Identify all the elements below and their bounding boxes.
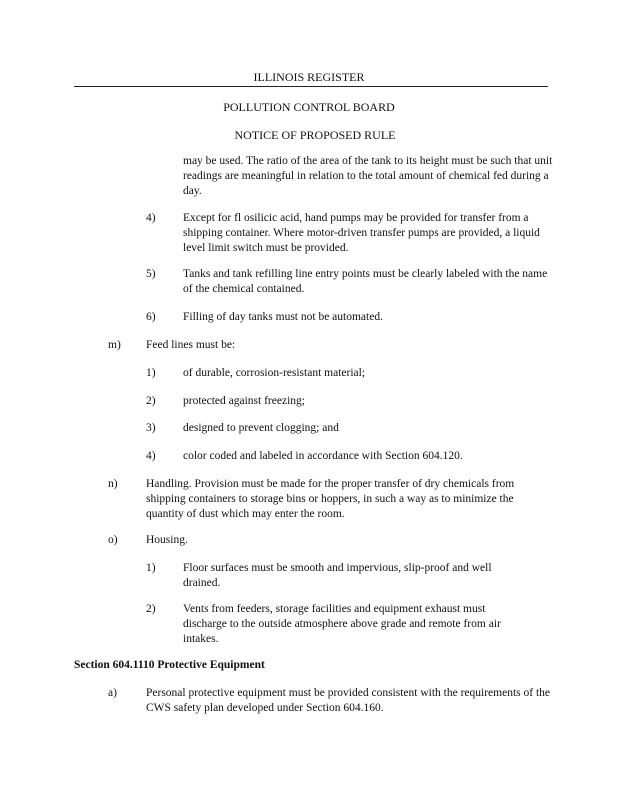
register-title: ILLINOIS REGISTER [253,70,365,84]
board-name: POLLUTION CONTROL BOARD [223,100,395,114]
item-text: Vents from feeders, storage facilities and equipment exhaust must discharge to the outside atmosphere above grade and remote from air intakes. [183,603,501,645]
item-text: color coded and labeled in accordance with Section 604.120. [183,450,463,462]
subsection-text: Housing. [146,534,188,546]
subsection-text: Personal protective equipment must be provided consistent with the requirements of the CWS safety plan developed under Section 604.160. [146,687,550,714]
subsection-text: Handling. Provision must be made for the proper transfer of dry chemicals from shipping containers to storage bins or hoppers, in such a way as to minimize the quantity of dust which may enter the room. [146,478,515,520]
continued-paragraph: may be used. The ratio of the area of the tank to its height must be such that unit readings are meaningful in relation to the total amount of chemical fed during a day. [183,155,553,197]
item-number: 5) [146,268,156,280]
item-number: 3) [146,422,156,434]
item-text: of durable, corrosion-resistant material; [183,367,366,379]
subsection-letter: n) [108,478,118,490]
item-number: 4) [146,450,156,462]
subsection-letter: a) [108,687,117,699]
item-text: Tanks and tank refilling line entry points must be clearly labeled with the name of the chemical contained. [183,268,548,295]
item-number: 6) [146,311,156,323]
subsection-letter: m) [108,339,121,351]
item-text: designed to prevent clogging; and [183,422,339,434]
item-text: protected against freezing; [183,395,305,407]
section-heading: Section 604.1110 Protective Equipment [74,659,265,671]
notice-type: NOTICE OF PROPOSED RULE [234,128,396,142]
item-number: 1) [146,367,156,379]
item-number: 2) [146,395,156,407]
header-rule [74,86,548,87]
item-text: Floor surfaces must be smooth and impervious, slip-proof and well drained. [183,562,492,589]
item-number: 4) [146,212,156,224]
item-number: 2) [146,603,156,615]
item-text: Filling of day tanks must not be automated. [183,311,383,323]
subsection-letter: o) [108,534,118,546]
item-number: 1) [146,562,156,574]
item-text: Except for fl osilicic acid, hand pumps may be provided for transfer from a shipping container. Where motor-driven transfer pumps are provided, a liquid level limit switch must be provided. [183,212,540,254]
subsection-text: Feed lines must be: [146,339,236,351]
